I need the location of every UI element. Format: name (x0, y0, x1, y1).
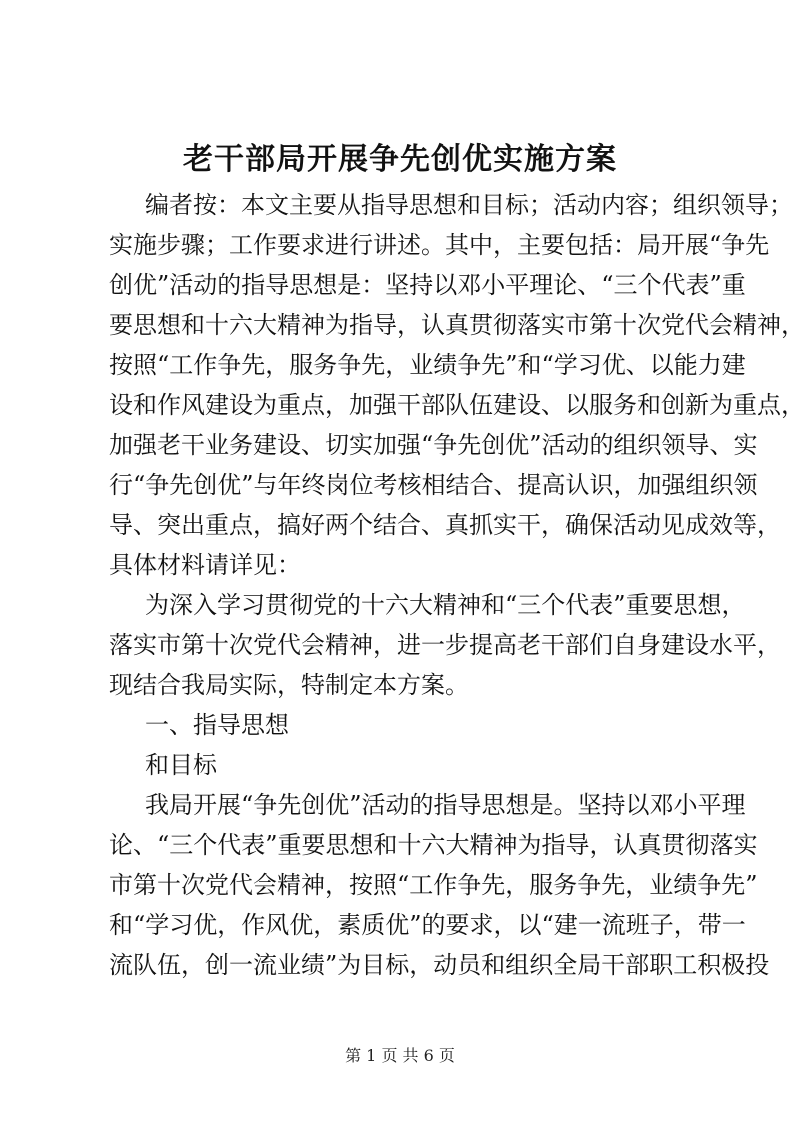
text-line: 按照“工作争先，服务争先，业绩争先”和“学习优、以能力建 (109, 351, 746, 379)
text-line: 我局开展“争先创优”活动的指导思想是。坚持以邓小平理 (145, 791, 746, 819)
text-line: 和“学习优，作风优，素质优”的要求，以“建一流班子，带一 (109, 911, 746, 939)
text-line: 落实市第十次党代会精神，进一步提高老干部们自身建设水平， (109, 631, 781, 659)
heading-line: 一、指导思想 (145, 711, 289, 739)
text-line: 论、“三个代表”重要思想和十六大精神为指导，认真贯彻落实 (109, 831, 758, 859)
text-line: 加强老干业务建设、切实加强“争先创优”活动的组织领导、实 (109, 431, 758, 459)
text-line: 现结合我局实际，特制定本方案。 (109, 671, 469, 699)
document-body (109, 185, 805, 985)
section-heading-continued (109, 745, 699, 785)
text-line: 实施步骤；工作要求进行讲述。其中，主要包括：局开展“争先 (109, 231, 770, 259)
heading-line: 和目标 (145, 751, 217, 779)
paragraph-guiding-thought (109, 785, 770, 985)
text-line: 流队伍，创一流业绩”为目标，动员和组织全局干部职工积极投 (109, 951, 770, 979)
text-line: 市第十次党代会精神，按照“工作争先，服务争先，业绩争先” (109, 871, 758, 899)
document-title: 老干部局开展争先创优实施方案 (183, 142, 617, 177)
page-number-footer: 第 1 页 共 6 页 (345, 1046, 455, 1065)
text-line: 要思想和十六大精神为指导，认真贯彻落实市第十次党代会精神， (109, 311, 805, 339)
text-line: 导、突出重点，搞好两个结合、真抓实干，确保活动见成效等， (109, 511, 781, 539)
text-line: 为深入学习贯彻党的十六大精神和“三个代表”重要思想， (145, 591, 746, 619)
text-line: 编者按：本文主要从指导思想和目标；活动内容；组织领导； (145, 191, 793, 219)
text-line: 具体材料请详见： (109, 551, 301, 579)
text-line: 设和作风建设为重点，加强干部队伍建设、以服务和创新为重点， (109, 391, 805, 419)
section-heading (109, 705, 699, 745)
paragraph-intro (109, 585, 781, 705)
text-line: 创优”活动的指导思想是：坚持以邓小平理论、“三个代表”重 (109, 271, 746, 299)
text-line: 行“争先创优”与年终岗位考核相结合、提高认识，加强组织领 (109, 471, 758, 499)
paragraph-editor-note (109, 185, 805, 585)
